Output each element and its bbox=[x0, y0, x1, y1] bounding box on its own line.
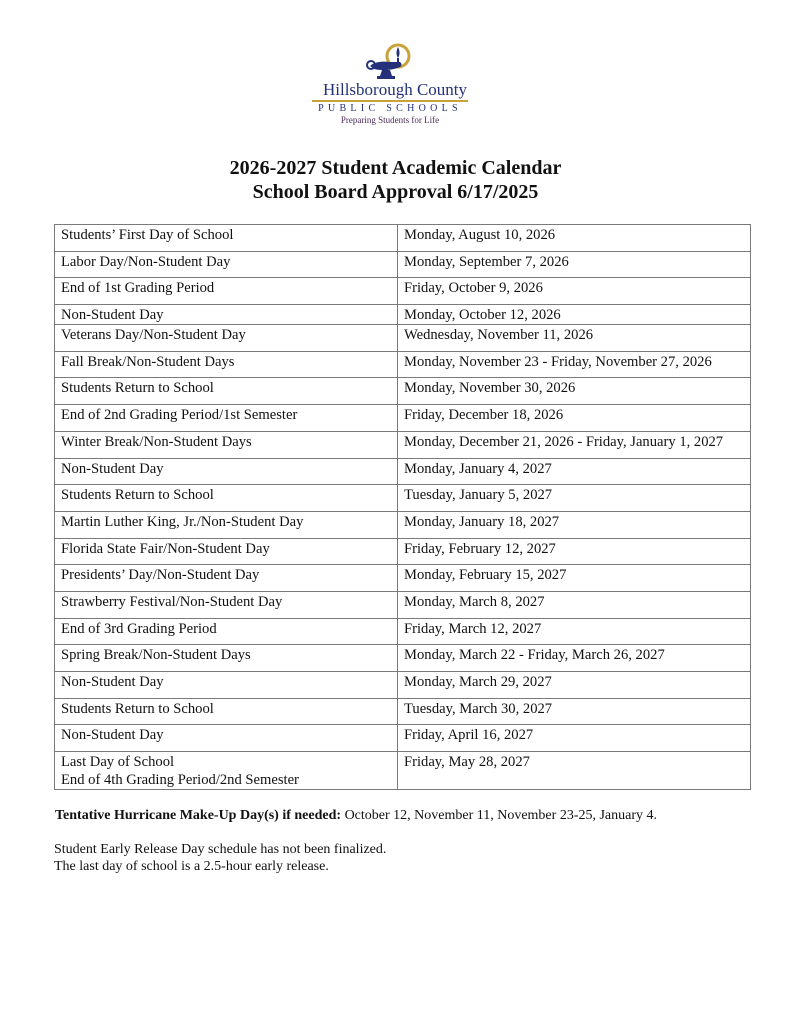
logo-tagline: Preparing Students for Life bbox=[340, 115, 440, 125]
date-cell: Friday, May 28, 2027 bbox=[398, 752, 751, 790]
date-cell: Monday, August 10, 2026 bbox=[398, 225, 751, 252]
table-row bbox=[55, 725, 751, 752]
event-cell: Non-Student Day bbox=[55, 672, 398, 699]
table-row bbox=[55, 698, 751, 725]
table-row bbox=[55, 378, 751, 405]
event-cell: Students Return to School bbox=[55, 378, 398, 405]
page-title bbox=[0, 156, 791, 204]
table-row bbox=[55, 485, 751, 512]
hurricane-makeup-dates: October 12, November 11, November 23-25, January 4. bbox=[341, 808, 658, 823]
date-cell: Monday, November 30, 2026 bbox=[398, 378, 751, 405]
table-row bbox=[55, 672, 751, 699]
date-cell: Wednesday, November 11, 2026 bbox=[398, 325, 751, 352]
table-row bbox=[55, 325, 751, 352]
table-row bbox=[55, 511, 751, 538]
table-row bbox=[55, 591, 751, 618]
table-row bbox=[55, 752, 751, 790]
hurricane-makeup-label: Tentative Hurricane Make-Up Day(s) if needed: bbox=[55, 808, 342, 823]
lamp-of-learning-icon bbox=[360, 42, 420, 82]
title-line-1: 2026-2027 Student Academic Calendar bbox=[229, 157, 562, 179]
date-cell: Friday, February 12, 2027 bbox=[398, 538, 751, 565]
table-row bbox=[55, 431, 751, 458]
date-cell: Monday, February 15, 2027 bbox=[398, 565, 751, 592]
date-cell: Monday, March 29, 2027 bbox=[398, 672, 751, 699]
table-row bbox=[55, 458, 751, 485]
table-row bbox=[55, 225, 751, 252]
event-cell: Strawberry Festival/Non-Student Day bbox=[55, 591, 398, 618]
date-cell: Monday, March 22 - Friday, March 26, 2027 bbox=[398, 645, 751, 672]
date-cell: Tuesday, January 5, 2027 bbox=[398, 485, 751, 512]
table-row bbox=[55, 278, 751, 305]
table-row bbox=[55, 565, 751, 592]
event-cell: End of 3rd Grading Period bbox=[55, 618, 398, 645]
event-cell: Non-Student Day bbox=[55, 725, 398, 752]
early-release-note bbox=[54, 841, 386, 875]
table-row bbox=[55, 618, 751, 645]
event-cell: Labor Day/Non-Student Day bbox=[55, 251, 398, 278]
date-cell: Monday, October 12, 2026 bbox=[398, 305, 751, 325]
date-cell: Friday, December 18, 2026 bbox=[398, 405, 751, 432]
district-logo bbox=[300, 42, 490, 126]
date-cell: Monday, March 8, 2027 bbox=[398, 591, 751, 618]
table-row bbox=[55, 251, 751, 278]
event-cell: Non-Student Day bbox=[55, 458, 398, 485]
event-cell: Winter Break/Non-Student Days bbox=[55, 431, 398, 458]
date-cell: Monday, September 7, 2026 bbox=[398, 251, 751, 278]
event-cell: Martin Luther King, Jr./Non-Student Day bbox=[55, 511, 398, 538]
table-row bbox=[55, 538, 751, 565]
event-cell: Presidents’ Day/Non-Student Day bbox=[55, 565, 398, 592]
date-cell: Monday, January 4, 2027 bbox=[398, 458, 751, 485]
date-cell: Friday, April 16, 2027 bbox=[398, 725, 751, 752]
date-cell: Friday, October 9, 2026 bbox=[398, 278, 751, 305]
event-cell: Veterans Day/Non-Student Day bbox=[55, 325, 398, 352]
event-cell: Fall Break/Non-Student Days bbox=[55, 351, 398, 378]
early-release-line-2: The last day of school is a 2.5-hour early release. bbox=[54, 859, 329, 874]
academic-calendar-table bbox=[54, 224, 751, 790]
hurricane-makeup-note bbox=[55, 807, 657, 825]
event-cell: Last Day of School End of 4th Grading Period/2nd Semester bbox=[55, 752, 398, 790]
date-cell: Friday, March 12, 2027 bbox=[398, 618, 751, 645]
event-cell: Students’ First Day of School bbox=[55, 225, 398, 252]
logo-org-sub: PUBLIC SCHOOLS bbox=[318, 103, 462, 114]
table-row bbox=[55, 351, 751, 378]
table-row bbox=[55, 645, 751, 672]
date-cell: Monday, January 18, 2027 bbox=[398, 511, 751, 538]
event-cell: Students Return to School bbox=[55, 485, 398, 512]
date-cell: Monday, December 21, 2026 - Friday, January 1, 2027 bbox=[398, 431, 751, 458]
event-cell: Non-Student Day bbox=[55, 305, 398, 325]
event-cell: Students Return to School bbox=[55, 698, 398, 725]
table-row bbox=[55, 305, 751, 325]
event-cell: End of 1st Grading Period bbox=[55, 278, 398, 305]
event-cell: Florida State Fair/Non-Student Day bbox=[55, 538, 398, 565]
table-row bbox=[55, 405, 751, 432]
title-line-2: School Board Approval 6/17/2025 bbox=[252, 181, 539, 203]
date-cell: Monday, November 23 - Friday, November 27, 2026 bbox=[398, 351, 751, 378]
event-cell: Spring Break/Non-Student Days bbox=[55, 645, 398, 672]
date-cell: Tuesday, March 30, 2027 bbox=[398, 698, 751, 725]
event-cell: End of 2nd Grading Period/1st Semester bbox=[55, 405, 398, 432]
early-release-line-1: Student Early Release Day schedule has not been finalized. bbox=[54, 842, 387, 857]
logo-org-name: Hillsborough County bbox=[322, 80, 468, 99]
